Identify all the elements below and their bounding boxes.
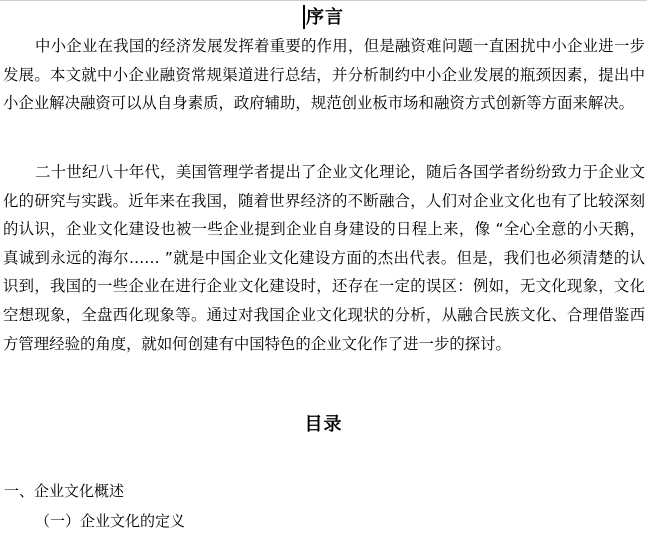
top-border xyxy=(0,0,647,1)
toc-heading[interactable]: 目录 xyxy=(304,414,343,435)
preface-heading[interactable]: 序言 xyxy=(306,7,344,28)
preface-paragraph-2[interactable]: 二十世纪八十年代，美国管理学者提出了企业文化理论，随后各国学者纷纷致力于企业文化的研究与实践。近年来在我国，随着世界经济的不断融合，人们对企业文化也有了比较深刻的认识，企业文化建设也被一些企业提到企业自身建设的日程上来，像 “全心全意的小天鹅，真诚到永远的海尔…… ”就是中国企业文化建设方面的杰出代表。但是，我们也必须清楚的认识到，我国的一些企业在进行企业文化建设时，还存在一定的误区：例如，无文化现象，文化空想现象，全盘西化现象等。通过对我国企业文化现状的分析，从融合民族文化、合理借鉴西方管理经验的角度，就如何创建有中国特色的企业文化作了进一步的探讨。 xyxy=(3,163,645,353)
toc-entry[interactable]: （一）企业文化的定义 xyxy=(35,512,186,530)
toc-entry[interactable]: 一、企业文化概述 xyxy=(4,482,125,500)
text-cursor xyxy=(303,5,305,29)
preface-paragraph-1[interactable]: 中小企业在我国的经济发展发挥着重要的作用，但是融资难问题一直困扰中小企业进一步发展。本文就中小企业融资常规渠道进行总结，并分析制约中小企业发展的瓶颈因素，提出中小企业解决融资可以从自身素质，政府辅助，规范创业板市场和融资方式创新等方面来解决。 xyxy=(3,37,645,113)
